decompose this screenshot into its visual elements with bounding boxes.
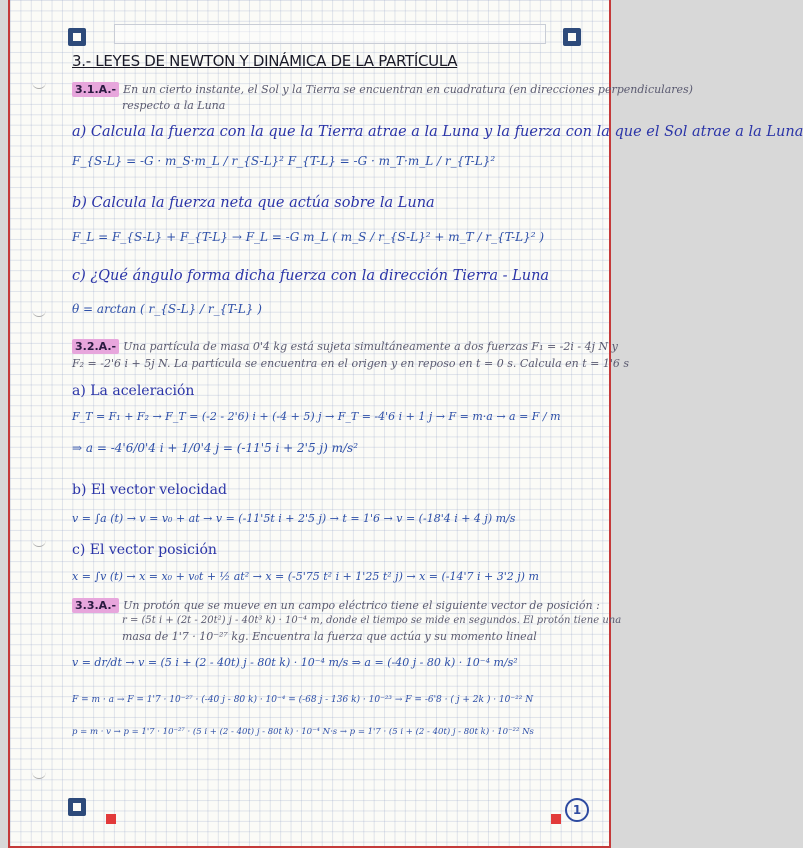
- red-mark-left: [106, 814, 116, 824]
- problem-statement-line: respecto a la Luna: [122, 99, 226, 112]
- problem-statement-line: r = (5t i + (2t - 20t²) j - 40t³ k) · 10⁻⁴ m, donde el tiempo se mide en segundos. El protón tiene una: [122, 615, 622, 626]
- formula-line: F_L = F_{S-L} + F_{T-L} → F_L = -G m_L ( m_S / r_{S-L}² + m_T / r_{T-L}² ): [72, 230, 545, 244]
- red-mark-right: [551, 814, 561, 824]
- formula-line: p = m · v → p = 1'7 · 10⁻²⁷ · (5 i + (2 - 40t) j - 80t k) · 10⁻⁴ N·s → p = 1'7 · (5 i + (2 - 40t) j - 80t k) · 10⁻²² Ns: [72, 727, 534, 737]
- part-question: c) El vector posición: [72, 542, 217, 558]
- punch-hole: [32, 540, 46, 547]
- problem-number: 3.1.A.-: [72, 82, 119, 97]
- part-question: a) La aceleración: [72, 383, 195, 399]
- formula-line: x = ∫v (t) → x = x₀ + v₀t + ½ at² → x = (-5'75 t² i + 1'25 t² j) → x = (-14'7 i + 3'2 j) m: [72, 570, 539, 583]
- problem-statement-line: [72, 340, 618, 353]
- problem-statement-line: [72, 599, 600, 612]
- part-question: c) ¿Qué ángulo forma dicha fuerza con la dirección Tierra - Luna: [72, 268, 550, 284]
- punch-hole: [32, 772, 46, 779]
- formula-line: F_T = F₁ + F₂ → F_T = (-2 - 2'6) i + (-4 + 5) j → F_T = -4'6 i + 1 j → F = m·a → a = F / m: [72, 410, 561, 423]
- statement-text: En un cierto instante, el Sol y la Tierra se encuentran en cuadratura (en direcciones perpendiculares): [123, 83, 693, 96]
- problem-number: 3.2.A.-: [72, 339, 119, 354]
- corner-mark-top-left: [68, 28, 86, 46]
- statement-text: Una partícula de masa 0'4 kg está sujeta simultáneamente a dos fuerzas F₁ = -2i - 4j N y: [123, 340, 618, 353]
- problem-number: 3.3.A.-: [72, 598, 119, 613]
- punch-hole: [32, 310, 46, 317]
- formula-line: F = m · a → F = 1'7 · 10⁻²⁷ · (-40 j - 80 k) · 10⁻⁴ = (-68 j - 136 k) · 10⁻²³ → F = -6'8 · ( j + 2k ) · 10⁻²² N: [72, 695, 534, 705]
- notebook-page: [8, 0, 803, 848]
- page-title: 3.- LEYES DE NEWTON Y DINÁMICA DE LA PARTÍCULA: [72, 52, 458, 70]
- part-question: a) Calcula la fuerza con la que la Tierra atrae a la Luna y la fuerza con la que el Sol atrae a la Luna: [72, 124, 803, 140]
- page-number: 1: [565, 798, 589, 822]
- part-question: b) Calcula la fuerza neta que actúa sobre la Luna: [72, 195, 435, 211]
- formula-line: v = dr/dt → v = (5 i + (2 - 40t) j - 80t k) · 10⁻⁴ m/s ⇒ a = (-40 j - 80 k) · 10⁻⁴ m/s²: [72, 656, 518, 669]
- corner-mark-top-right: [563, 28, 581, 46]
- formula-line: θ = arctan ( r_{S-L} / r_{T-L} ): [72, 302, 262, 316]
- corner-mark-bottom-left: [68, 798, 86, 816]
- problem-statement-line: F₂ = -2'6 i + 5j N. La partícula se encuentra en el origen y en reposo en t = 0 s. Calcula en t = 1'6 s: [72, 357, 630, 370]
- statement-text: Un protón que se mueve en un campo eléctrico tiene el siguiente vector de posición :: [123, 599, 600, 612]
- formula-line: ⇒ a = -4'6/0'4 i + 1/0'4 j = (-11'5 i + 2'5 j) m/s²: [72, 441, 359, 455]
- part-question: b) El vector velocidad: [72, 482, 227, 498]
- formula-line: v = ∫a (t) → v = v₀ + at → v = (-11'5t i + 2'5 j) → t = 1'6 → v = (-18'4 i + 4 j) m/s: [72, 512, 516, 525]
- problem-statement-line: [72, 83, 693, 96]
- header-strip: [114, 24, 546, 44]
- formula-line: F_{S-L} = -G · m_S·m_L / r_{S-L}² F_{T-L} = -G · m_T·m_L / r_{T-L}²: [72, 154, 496, 168]
- problem-statement-line: masa de 1'7 · 10⁻²⁷ kg. Encuentra la fuerza que actúa y su momento lineal: [122, 630, 537, 643]
- punch-hole: [32, 82, 46, 89]
